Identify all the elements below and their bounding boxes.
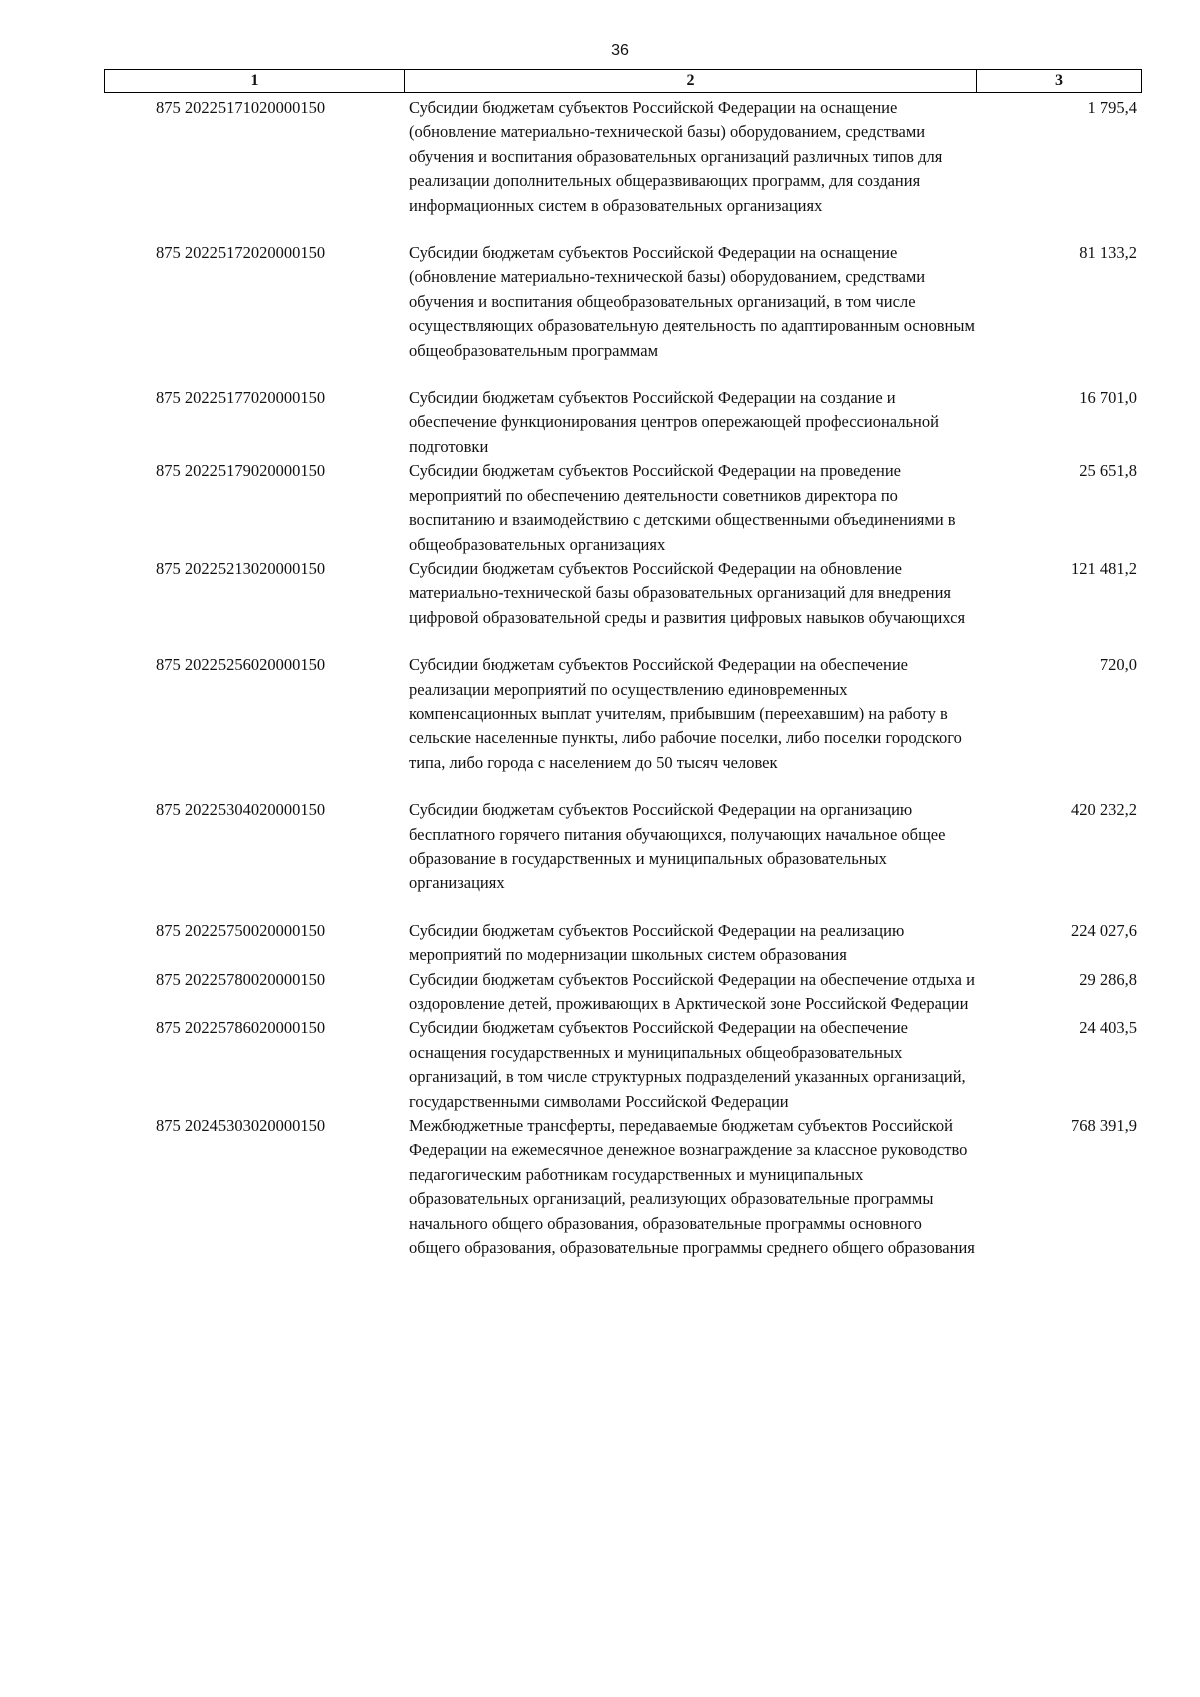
table-row <box>104 459 1142 557</box>
amount: 420 232,2 <box>1071 800 1137 820</box>
table-row <box>104 798 1142 896</box>
budget-code: 875 20225780020000150 <box>156 969 326 989</box>
table-row <box>104 1016 1142 1114</box>
budget-code: 875 20225256020000150 <box>156 655 326 675</box>
amount: 24 403,5 <box>1079 1018 1137 1038</box>
header-col-2: 2 <box>405 70 977 92</box>
income-description: Субсидии бюджетам субъектов Российской Федерации на организацию бесплатного горячего питания обучающихся, получающих начальное общее образование в государственных и муниципальных образовательных организациях <box>409 800 946 893</box>
income-description: Субсидии бюджетам субъектов Российской Федерации на оснащение (обновление материально-технической базы) оборудованием, средствами обучения и воспитания образовательных организаций различных типов для реализации дополнительных общеразвивающих программ, для создания информационных систем в образовательных организациях <box>409 98 943 215</box>
income-description: Субсидии бюджетам субъектов Российской Федерации на обеспечение оснащения государственных и муниципальных общеобразовательных организаций, в том числе структурных подразделений указанных организаций, государственными символами Российской Федерации <box>409 1018 966 1111</box>
budget-code: 875 20225179020000150 <box>156 461 326 481</box>
amount: 1 795,4 <box>1087 98 1137 117</box>
income-description: Межбюджетные трансферты, передаваемые бюджетам субъектов Российской Федерации на ежемесячное денежное вознаграждение за классное руководство педагогическим работникам государственных и муниципальных образовательных организаций, реализующих образовательные программы начального общего образования, образовательные программы основного общего образования, образовательные программы среднего общего образования <box>409 1116 975 1258</box>
header-col-1: 1 <box>105 70 405 92</box>
income-description: Субсидии бюджетам субъектов Российской Федерации на оснащение (обновление материально-технической базы) оборудованием, средствами обучения и воспитания общеобразовательных организаций, в том числе осуществляющих образовательную деятельность по адаптированным основным общеобразовательным программам <box>409 243 975 360</box>
budget-code: 875 20225213020000150 <box>156 558 326 578</box>
table-row <box>104 241 1142 363</box>
header-col-3: 3 <box>1055 72 1063 89</box>
page-number: 36 <box>611 42 629 59</box>
table-row <box>104 919 1142 968</box>
amount: 768 391,9 <box>1071 1116 1137 1136</box>
amount: 16 701,0 <box>1079 388 1137 408</box>
amount: 81 133,2 <box>1079 243 1137 263</box>
budget-code: 875 20225177020000150 <box>156 388 326 408</box>
income-description: Субсидии бюджетам субъектов Российской Федерации на обеспечение реализации мероприятий по осуществлению единовременных компенсационных выплат учителям, прибывшим (переехавшим) на работу в сельские населенные пункты, либо рабочие поселки, либо поселки городского типа, либо города с населением до 50 тысяч человек <box>409 655 962 772</box>
table-row <box>104 386 1142 459</box>
amount: 29 286,8 <box>1079 969 1137 989</box>
table-header <box>104 69 1142 93</box>
table-row <box>104 557 1142 630</box>
amount: 720,0 <box>1099 655 1137 675</box>
table-row <box>104 96 1142 218</box>
amount: 224 027,6 <box>1071 920 1137 940</box>
amount: 25 651,8 <box>1079 461 1137 481</box>
income-description: Субсидии бюджетам субъектов Российской Федерации на реализацию мероприятий по модернизации школьных систем образования <box>409 920 905 965</box>
budget-code: 875 20225171020000150 <box>156 98 326 117</box>
budget-code: 875 20225304020000150 <box>156 800 326 820</box>
table-row <box>104 653 1142 775</box>
table-row <box>104 1114 1142 1260</box>
table-row <box>104 968 1142 1017</box>
income-description: Субсидии бюджетам субъектов Российской Федерации на обновление материально-технической базы образовательных организаций для внедрения цифровой образовательной среды и развития цифровых навыков обучающихся <box>409 558 966 627</box>
budget-code: 875 20225750020000150 <box>156 920 326 940</box>
income-description: Субсидии бюджетам субъектов Российской Федерации на обеспечение отдыха и оздоровление детей, проживающих в Арктической зоне Российской Федерации <box>409 969 975 1013</box>
table-body <box>104 96 1142 1260</box>
income-description: Субсидии бюджетам субъектов Российской Федерации на проведение мероприятий по обеспечению деятельности советников директора по воспитанию и взаимодействию с детскими общественными объединениями в общеобразовательных организациях <box>409 461 956 554</box>
income-description: Субсидии бюджетам субъектов Российской Федерации на создание и обеспечение функционирования центров опережающей профессиональной подготовки <box>409 388 939 456</box>
budget-code: 875 20245303020000150 <box>156 1116 326 1136</box>
amount: 121 481,2 <box>1071 558 1137 578</box>
budget-code: 875 20225786020000150 <box>156 1018 326 1038</box>
budget-code: 875 20225172020000150 <box>156 243 326 263</box>
